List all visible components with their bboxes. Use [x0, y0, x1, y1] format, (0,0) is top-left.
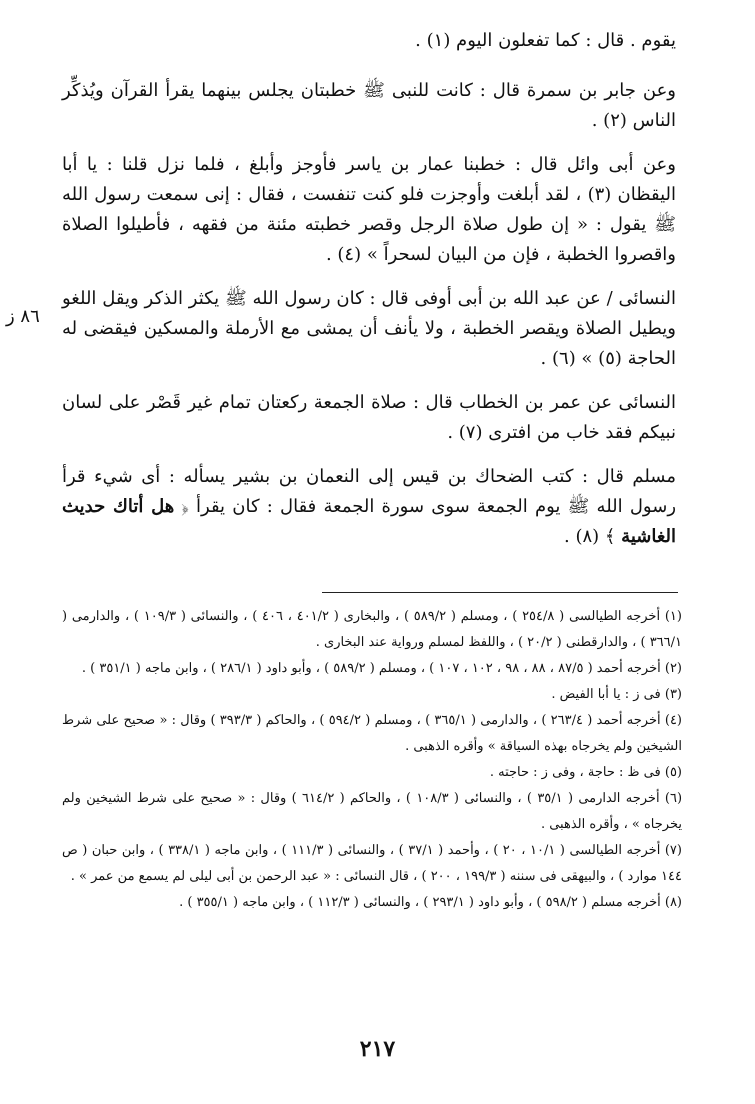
- paragraph-umar: النسائى عن عمر بن الخطاب قال : صلاة الجمعة ركعتان تمام غير قَصْر على لسان نبيكم فقد خاب من افترى (٧) .: [62, 392, 676, 443]
- page-number: ٢١٧: [359, 1036, 396, 1062]
- footnote-6: (٦) أخرجه الدارمى ( ٣٥/١ ) ، والنسائى ( ١٠٨/٣ ) ، والحاكم ( ٦١٤/٢ ) وقال : « صحيح على شرط الشيخين ولم يخرجاه » ، وأقره الذهبى .: [62, 791, 683, 832]
- manuscript-margin-note: ٨٦ ز: [6, 306, 40, 327]
- paragraph-dahhak-text: مسلم قال : كتب الضحاك بن قيس إلى النعمان بن بشير يسأله : أى شيء قرأ رسول الله ﷺ يوم الجمعة سوى سورة الجمعة فقال : كان يقرأ ﴿: [62, 466, 677, 517]
- footnote-3: (٣) فى ز : يا أبا الفيض .: [551, 687, 682, 702]
- footnote-1: (١) أخرجه الطيالسى ( ٢٥٤/٨ ) ، ومسلم ( ٥٨٩/٢ ) ، والبخارى ( ٤٠١/٢ ، ٤٠٦ ) ، والنسائى ( ١٠٩/٣ ) ، والدارمى ( ٣٦٦/١ ) ، والدارقطنى ( ٢٠/٢ ) ، واللفظ لمسلم ورواية عند البخارى .: [62, 609, 682, 650]
- footnote-4: (٤) أخرجه أحمد ( ٢٦٣/٤ ) ، والدارمى ( ٣٦٥/١ ) ، ومسلم ( ٥٩٤/٢ ) ، والحاكم ( ٣٩٣/٣ ) وقال : « صحيح على شرط الشيخين ولم يخرجاه بهذه السياقة » وأقره الذهبى .: [62, 713, 682, 754]
- paragraph-continuation: يقوم . قال : كما تفعلون اليوم (١) .: [415, 30, 676, 51]
- footnote-7: (٧) أخرجه الطيالسى ( ١٠/١ ، ٢٠ ) ، وأحمد ( ٣٧/١ ) ، والنسائى ( ١١١/٣ ) ، وابن ماجه ( ٣٣٨/١ ) ، وابن حبان ( ص ١٤٤ موارد ) ، والبيهقى فى سننه ( ١٩٩/٣ ، ٢٠٠ ) ، قال النسائى : « عبد الرحمن بن أبى ليلى لم يسمع من عمر » .: [62, 843, 682, 884]
- paragraph-abdullah-ibn-abi-awfa: النسائى / عن عبد الله بن أبى أوفى قال : كان رسول الله ﷺ يكثر الذكر ويقل اللغو ويطيل الصلاة ويقصر الخطبة ، ولا يأنف أن يمشى مع الأرملة والمسكين فيقضى له الحاجة (٥) » (٦) .: [62, 288, 676, 369]
- footnote-5: (٥) فى ظ : حاجة ، وفى ز : حاجته .: [489, 765, 682, 780]
- footnote-2: (٢) أخرجه أحمد ( ٨٧/٥ ، ٨٨ ، ٩٨ ، ١٠٢ ، ١٠٧ ) ، ومسلم ( ٥٨٩/٢ ) ، وأبو داود ( ٢٨٦/١ ) ، وابن ماجه ( ٣٥١/١ ) .: [81, 661, 682, 676]
- paragraph-dahhak: [62, 462, 676, 552]
- paragraph-dahhak-end: ﴾ (٨) .: [564, 526, 622, 547]
- paragraph-jabir: وعن جابر بن سمرة قال : كانت للنبى ﷺ خطبتان يجلس بينهما يقرأ القرآن ويُذكِّر الناس (٢) .: [62, 80, 676, 131]
- quran-quote: هل أتاك حديث الغاشية: [62, 496, 676, 547]
- footnote-8: (٨) أخرجه مسلم ( ٥٩٨/٢ ) ، وأبو داود ( ٢٩٣/١ ) ، والنسائى ( ١١٢/٣ ) ، وابن ماجه ( ٣٥٥/١ ) .: [179, 895, 682, 910]
- footnotes: [62, 604, 682, 916]
- footnote-separator: [322, 592, 678, 593]
- main-text: [62, 26, 676, 566]
- paragraph-abi-wail: وعن أبى وائل قال : خطبنا عمار بن ياسر فأوجز وأبلغ ، فلما نزل قلنا : يا أبا اليقظان (٣) ، لقد أبلغت وأوجزت فلو كنت تنفست ، فقال : إنى سمعت رسول الله ﷺ يقول : « إن طول صلاة الرجل وقصر خطبته مئنة من فقهه ، فأطيلوا الصلاة واقصروا الخطبة ، فإن من البيان لسحراً » (٤) .: [62, 154, 676, 265]
